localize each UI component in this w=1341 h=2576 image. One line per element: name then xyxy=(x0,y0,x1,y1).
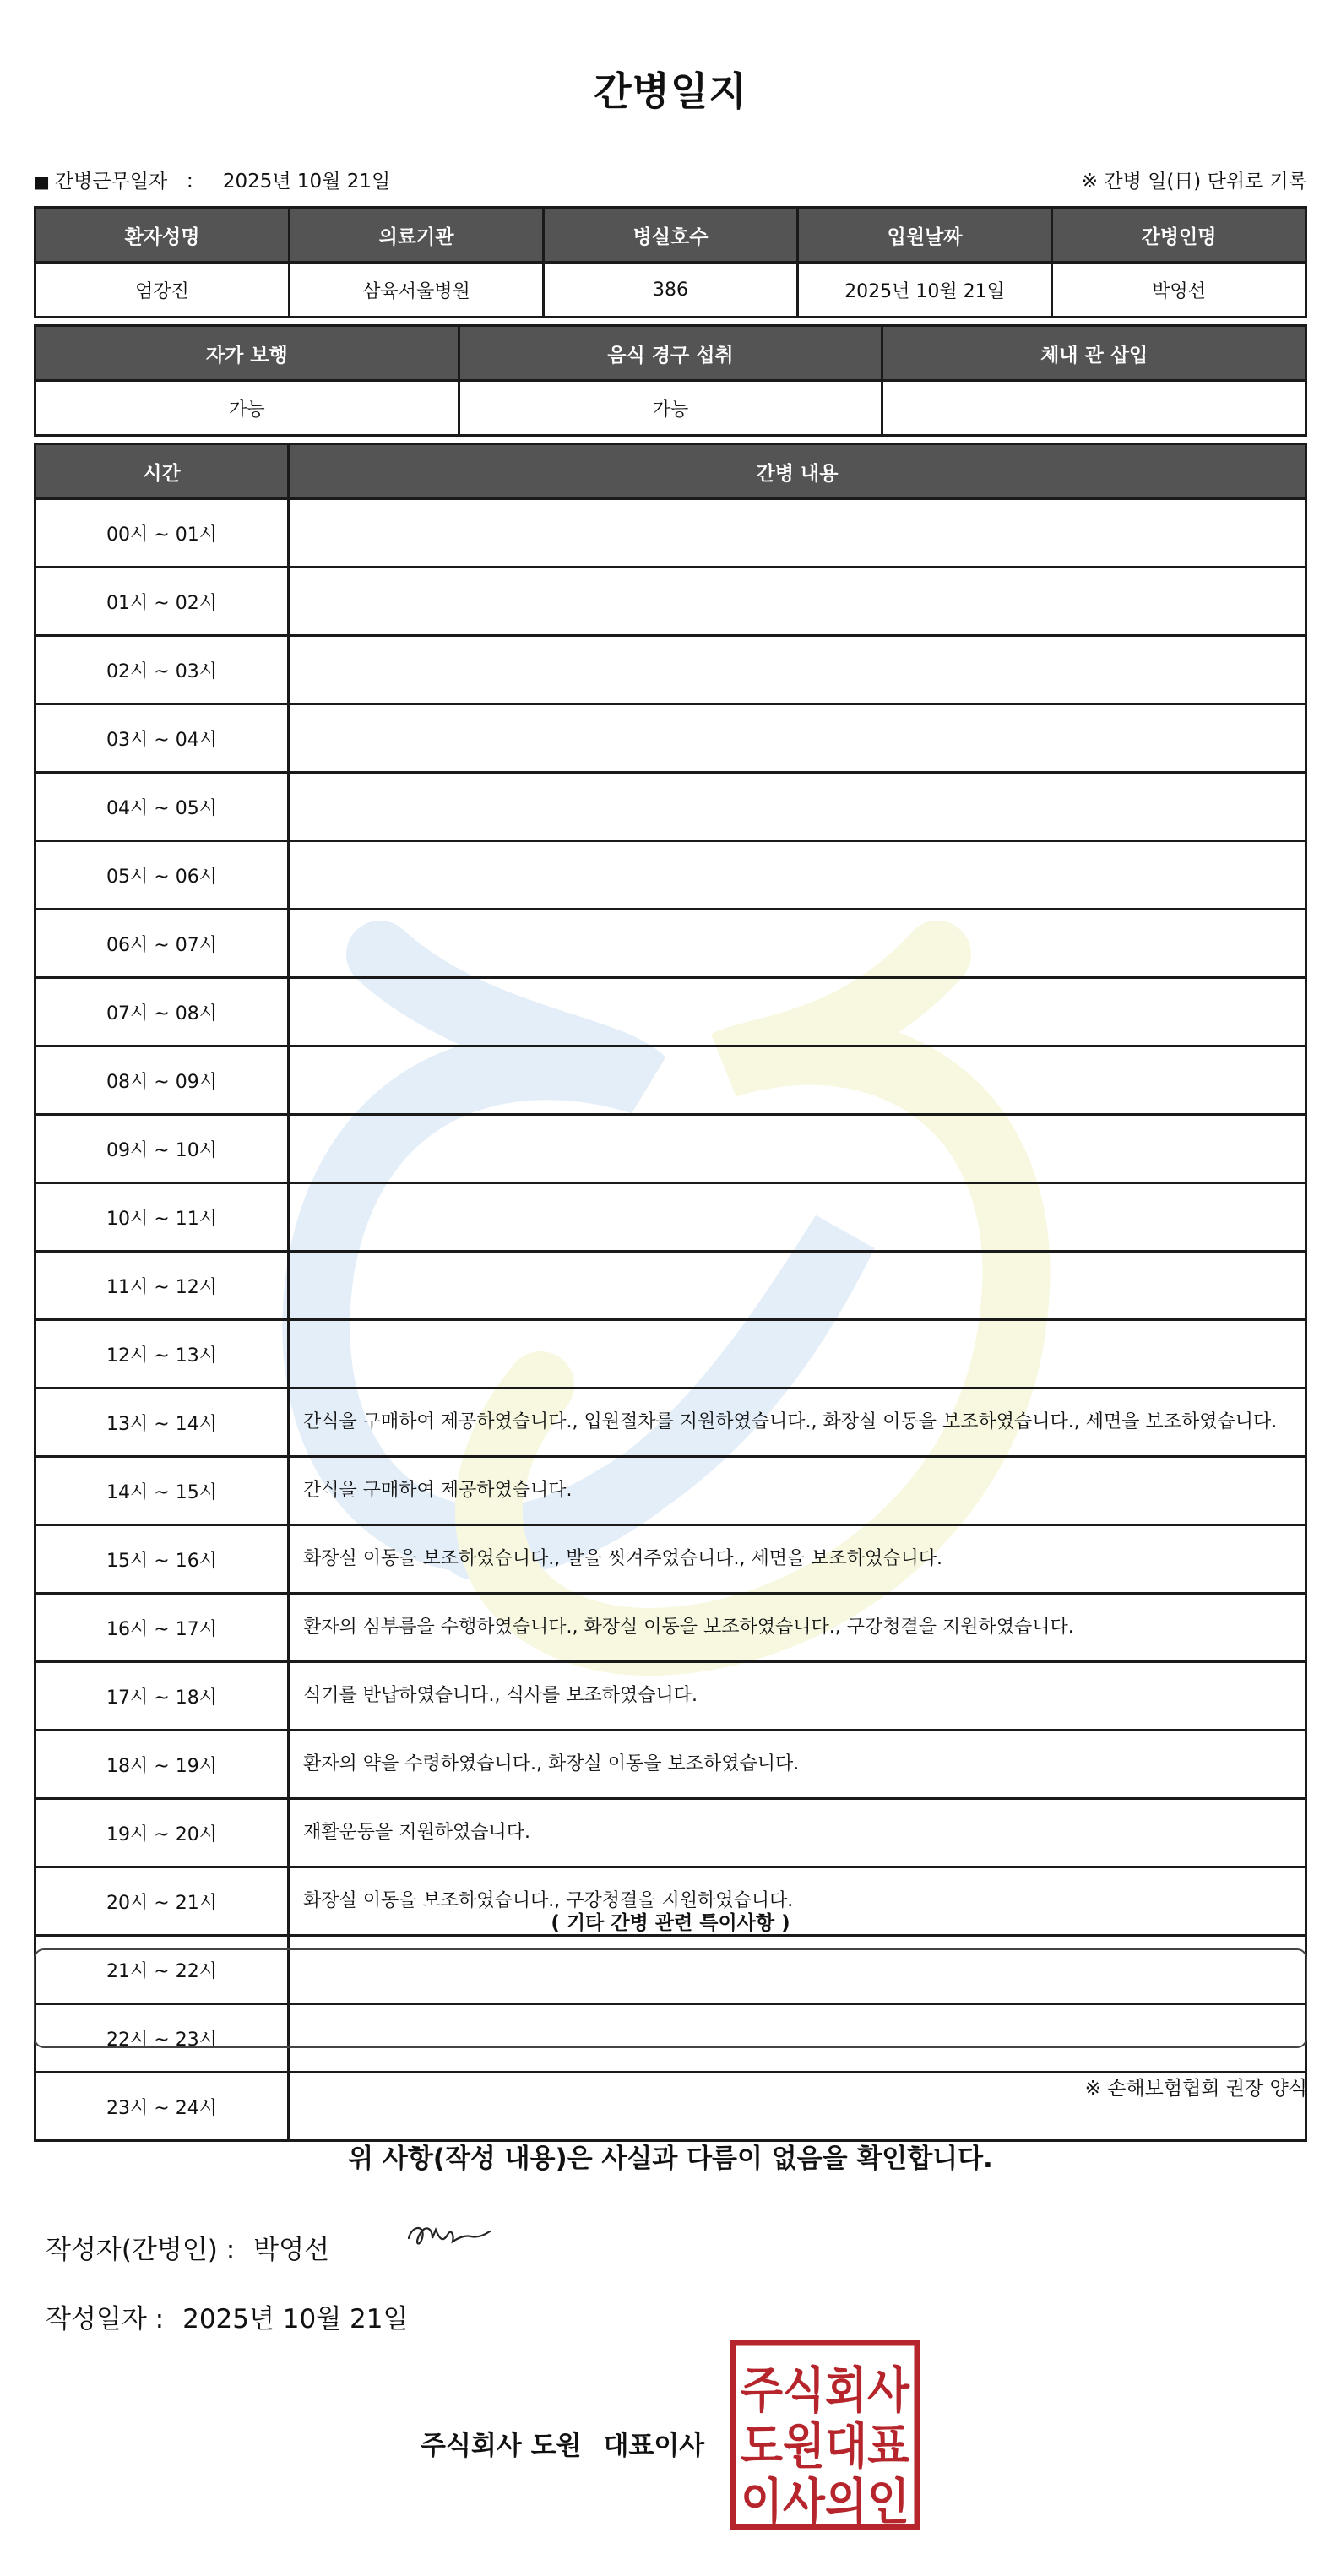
company-signoff xyxy=(421,2424,704,2462)
log-content: 식기를 반납하였습니다., 식사를 보조하였습니다. xyxy=(289,1662,1306,1731)
room-number: 386 xyxy=(544,263,798,318)
header-time: 시간 xyxy=(35,444,289,499)
log-content xyxy=(289,1252,1306,1320)
log-time: 11시 ~ 12시 xyxy=(35,1252,289,1320)
special-notes-box xyxy=(34,1948,1307,2048)
log-content: 간식을 구매하여 제공하였습니다., 입원절차를 지원하였습니다., 화장실 이동을 보조하였습니다., 세면을 보조하였습니다. xyxy=(289,1389,1306,1457)
caregiver-name: 박영선 xyxy=(1052,263,1306,318)
log-time: 15시 ~ 16시 xyxy=(35,1525,289,1594)
log-time: 07시 ~ 08시 xyxy=(35,978,289,1046)
log-row xyxy=(35,1525,1306,1594)
log-time: 13시 ~ 14시 xyxy=(35,1389,289,1457)
log-row xyxy=(35,773,1306,841)
log-row xyxy=(35,1594,1306,1662)
header-hospital: 의료기관 xyxy=(290,208,544,263)
writer-name: 박영선 xyxy=(253,2235,330,2265)
written-date-line xyxy=(46,2297,408,2335)
log-content xyxy=(289,499,1306,568)
header-room-number: 병실호수 xyxy=(544,208,798,263)
log-row xyxy=(35,1046,1306,1115)
patient-status-table xyxy=(34,324,1307,437)
tube-insertion-value xyxy=(882,381,1306,436)
company-name: 주식회사 도원 xyxy=(421,2431,582,2461)
log-content: 화장실 이동을 보조하였습니다., 구강청결을 지원하였습니다. xyxy=(289,1867,1306,1936)
log-row xyxy=(35,1183,1306,1252)
log-content xyxy=(289,910,1306,978)
header-oral-intake: 음식 경구 섭취 xyxy=(459,326,882,381)
header-caregiver-name: 간병인명 xyxy=(1052,208,1306,263)
log-time: 06시 ~ 07시 xyxy=(35,910,289,978)
seal-line-2: 도원대표 xyxy=(741,2417,909,2475)
log-row xyxy=(35,1320,1306,1389)
company-seal-icon xyxy=(730,2340,920,2530)
log-time: 04시 ~ 05시 xyxy=(35,773,289,841)
association-note: ※ 손해보험협회 권장 양식 xyxy=(1084,2078,1307,2100)
log-time: 18시 ~ 19시 xyxy=(35,1731,289,1799)
log-time: 17시 ~ 18시 xyxy=(35,1662,289,1731)
log-row xyxy=(35,1115,1306,1183)
writer-label: 작성자(간병인) : xyxy=(46,2235,236,2265)
oral-intake-value: 가능 xyxy=(459,381,882,436)
log-row xyxy=(35,636,1306,704)
admission-date: 2025년 10월 21일 xyxy=(798,263,1052,318)
written-date-value: 2025년 10월 21일 xyxy=(182,2304,409,2334)
work-date-label: 간병근무일자 xyxy=(54,171,168,193)
log-row xyxy=(35,910,1306,978)
log-time: 05시 ~ 06시 xyxy=(35,841,289,910)
log-content xyxy=(289,841,1306,910)
patient-name: 엄강진 xyxy=(35,263,290,318)
log-time: 09시 ~ 10시 xyxy=(35,1115,289,1183)
work-date-separator: ： xyxy=(185,171,205,193)
log-row xyxy=(35,1731,1306,1799)
log-row xyxy=(35,704,1306,773)
log-time: 20시 ~ 21시 xyxy=(35,1867,289,1936)
log-content xyxy=(289,1183,1306,1252)
log-row xyxy=(35,1457,1306,1525)
log-content: 환자의 약을 수령하였습니다., 화장실 이동을 보조하였습니다. xyxy=(289,1731,1306,1799)
patient-info-table xyxy=(34,206,1307,318)
log-row xyxy=(35,1252,1306,1320)
log-row xyxy=(35,1799,1306,1867)
log-content: 화장실 이동을 보조하였습니다., 발을 씻겨주었습니다., 세면을 보조하였습니다. xyxy=(289,1525,1306,1594)
log-content xyxy=(289,978,1306,1046)
care-log-body xyxy=(35,499,1306,2141)
log-row xyxy=(35,499,1306,568)
log-content: 간식을 구매하여 제공하였습니다. xyxy=(289,1457,1306,1525)
log-time: 10시 ~ 11시 xyxy=(35,1183,289,1252)
company-title: 대표이사 xyxy=(603,2431,705,2461)
log-content: 재활운동을 지원하였습니다. xyxy=(289,1799,1306,1867)
writer-line xyxy=(46,2228,329,2266)
log-time: 02시 ~ 03시 xyxy=(35,636,289,704)
written-date-label: 작성일자 : xyxy=(46,2304,165,2334)
header-tube-insertion: 체내 관 삽입 xyxy=(882,326,1306,381)
log-row xyxy=(35,841,1306,910)
seal-line-3: 이사의인 xyxy=(741,2473,909,2530)
log-row xyxy=(35,1662,1306,1731)
black-square-icon: ■ xyxy=(34,171,50,192)
log-row xyxy=(35,1389,1306,1457)
header-walking: 자가 보행 xyxy=(35,326,459,381)
log-row xyxy=(35,978,1306,1046)
log-content xyxy=(289,704,1306,773)
log-content xyxy=(289,568,1306,636)
seal-line-1: 주식회사 xyxy=(741,2361,910,2419)
work-date-line xyxy=(34,166,390,193)
log-content: 환자의 심부름을 수행하였습니다., 화장실 이동을 보조하였습니다., 구강청결을 지원하였습니다. xyxy=(289,1594,1306,1662)
walking-value: 가능 xyxy=(35,381,459,436)
log-time: 03시 ~ 04시 xyxy=(35,704,289,773)
log-content xyxy=(289,1320,1306,1389)
log-content xyxy=(289,636,1306,704)
log-content xyxy=(289,1115,1306,1183)
work-date-value: 2025년 10월 21일 xyxy=(222,171,391,193)
log-time: 01시 ~ 02시 xyxy=(35,568,289,636)
log-time: 21시 ~ 22시 xyxy=(35,1936,289,2004)
log-time: 12시 ~ 13시 xyxy=(35,1320,289,1389)
log-time: 14시 ~ 15시 xyxy=(35,1457,289,1525)
daily-unit-note: ※ 간병 일(日) 단위로 기록 xyxy=(1081,171,1307,193)
confirmation-statement: 위 사항(작성 내용)은 사실과 다름이 없음을 확인합니다. xyxy=(348,2144,993,2174)
log-row xyxy=(35,568,1306,636)
log-time: 19시 ~ 20시 xyxy=(35,1799,289,1867)
header-care-content: 간병 내용 xyxy=(289,444,1306,499)
log-time: 23시 ~ 24시 xyxy=(35,2073,289,2141)
log-content xyxy=(289,773,1306,841)
page-title: 간병일지 xyxy=(594,68,747,114)
log-time: 22시 ~ 23시 xyxy=(35,2004,289,2073)
header-patient-name: 환자성명 xyxy=(35,208,290,263)
signature-icon xyxy=(404,2213,493,2262)
care-log-table xyxy=(34,443,1307,2142)
log-time: 16시 ~ 17시 xyxy=(35,1594,289,1662)
hospital-name: 삼육서울병원 xyxy=(290,263,544,318)
log-content xyxy=(289,1046,1306,1115)
header-admission-date: 입원날짜 xyxy=(798,208,1052,263)
special-notes-title: ( 기타 간병 관련 특이사항 ) xyxy=(551,1912,790,1934)
log-time: 00시 ~ 01시 xyxy=(35,499,289,568)
log-time: 08시 ~ 09시 xyxy=(35,1046,289,1115)
